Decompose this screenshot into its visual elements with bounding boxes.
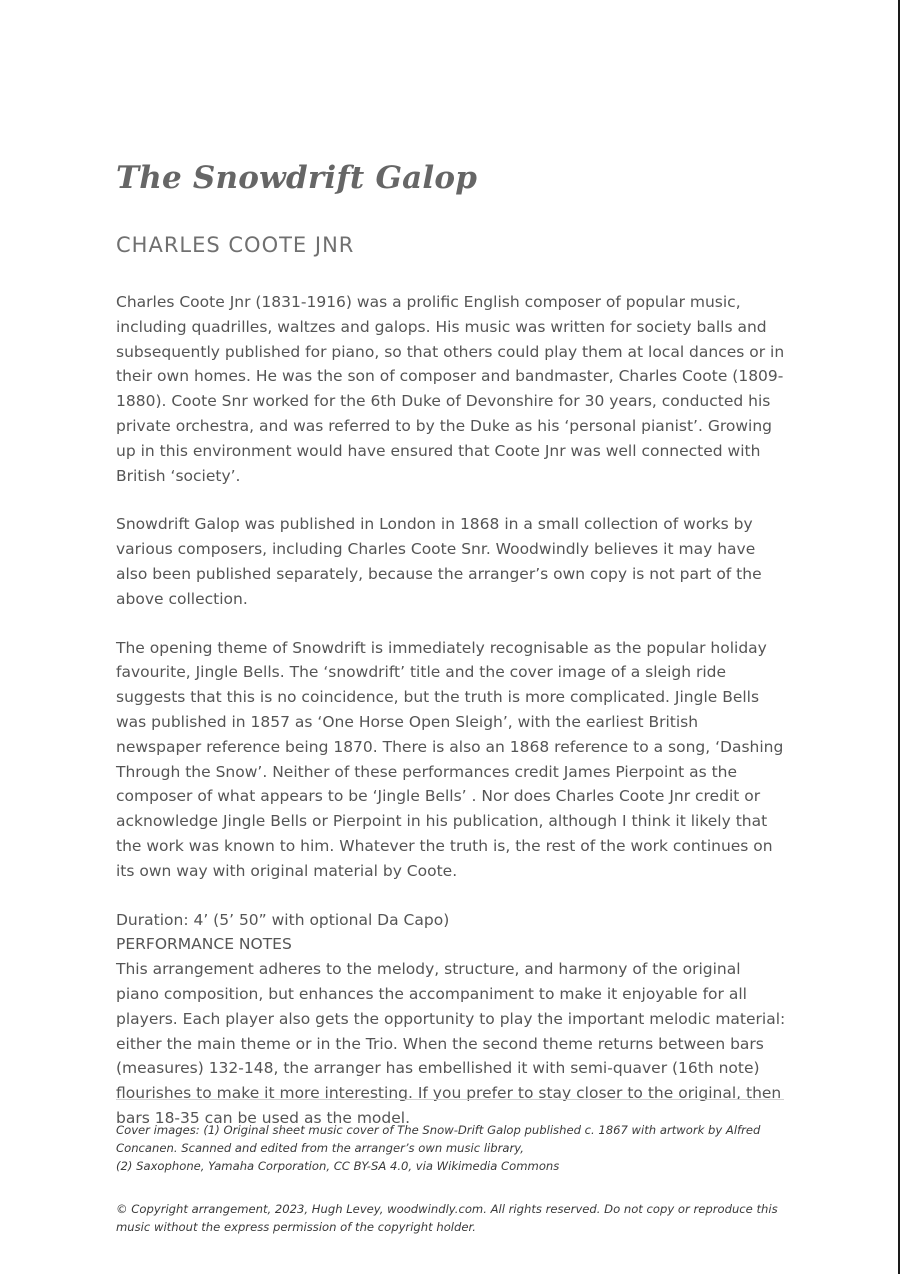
cover-credit-line: (2) Saxophone, Yamaha Corporation, CC BY-SA 4.0, via Wikimedia Commons bbox=[116, 1159, 560, 1173]
divider bbox=[116, 1099, 784, 1100]
cover-credits bbox=[116, 1121, 786, 1175]
composer-name: CHARLES COOTE JNR bbox=[116, 233, 355, 257]
copyright-text: © Copyright arrangement, 2023, Hugh Levey, woodwindly.com. All rights reserved. Do not copy or reproduce this music without the express permission of the copyright holder. bbox=[116, 1202, 778, 1234]
duration-line: Duration: 4’ (5’ 50” with optional Da Capo) bbox=[116, 910, 450, 929]
publication-paragraph: Snowdrift Galop was published in London in 1868 in a small collection of works by various composers, including Charles Coote Snr. Woodwindly believes it may have also been published separately, because the arranger’s own copy is not part of the above collection. bbox=[116, 515, 762, 608]
piece-title: The Snowdrift Galop bbox=[116, 160, 478, 196]
copyright-notice bbox=[116, 1200, 786, 1236]
performance-notes-heading: PERFORMANCE NOTES bbox=[116, 935, 292, 954]
performance-notes-text: This arrangement adheres to the melody, structure, and harmony of the original piano composition, but enhances the accompaniment to make it enjoyable for all players. Each player also gets the opportunity to play the important melodic material: either the main theme or in the Trio. When the second theme returns between bars (measures) 132-148, the arranger has embellished it with semi-quaver (16th note) flourishes to make it more interesting. If you prefer to stay closer to the original, then bars 18-35 can be used as the model. bbox=[116, 960, 786, 1127]
cover-credit-line: Cover images: (1) Original sheet music cover of The Snow-Drift Galop published c. 1867 with artwork by Alfred Concanen. Scanned and edited from the arranger’s own music library, bbox=[116, 1123, 761, 1155]
theme-paragraph: The opening theme of Snowdrift is immediately recognisable as the popular holiday favourite, Jingle Bells. The ‘snowdrift’ title and the cover image of a sleigh ride suggests that this is no coincidence, but the truth is more complicated. Jingle Bells was published in 1857 as ‘One Horse Open Sleigh’, with the earliest British newspaper reference being 1870. There is also an 1868 reference to a song, ‘Dashing Through the Snow’. Neither of these performances credit James Pierpoint as the composer of what appears to be ‘Jingle Bells’ . Nor does Charles Coote Jnr credit or acknowledge Jingle Bells or Pierpoint in his publication, although I think it likely that the work was known to him. Whatever the truth is, the rest of the work continues on its own way with original material by Coote. bbox=[116, 638, 784, 880]
biography-paragraph: Charles Coote Jnr (1831-1916) was a prolific English composer of popular music, including quadrilles, waltzes and galops. His music was written for society balls and subsequently published for piano, so that others could play them at local dances or in their own homes. He was the son of composer and bandmaster, Charles Coote (1809-1880). Coote Snr worked for the 6th Duke of Devonshire for 30 years, conducted his private orchestra, and was referred to by the Duke as his ‘personal pianist’. Growing up in this environment would have ensured that Coote Jnr was well connected with British ‘society’. bbox=[116, 293, 785, 485]
body-text bbox=[116, 290, 786, 1131]
